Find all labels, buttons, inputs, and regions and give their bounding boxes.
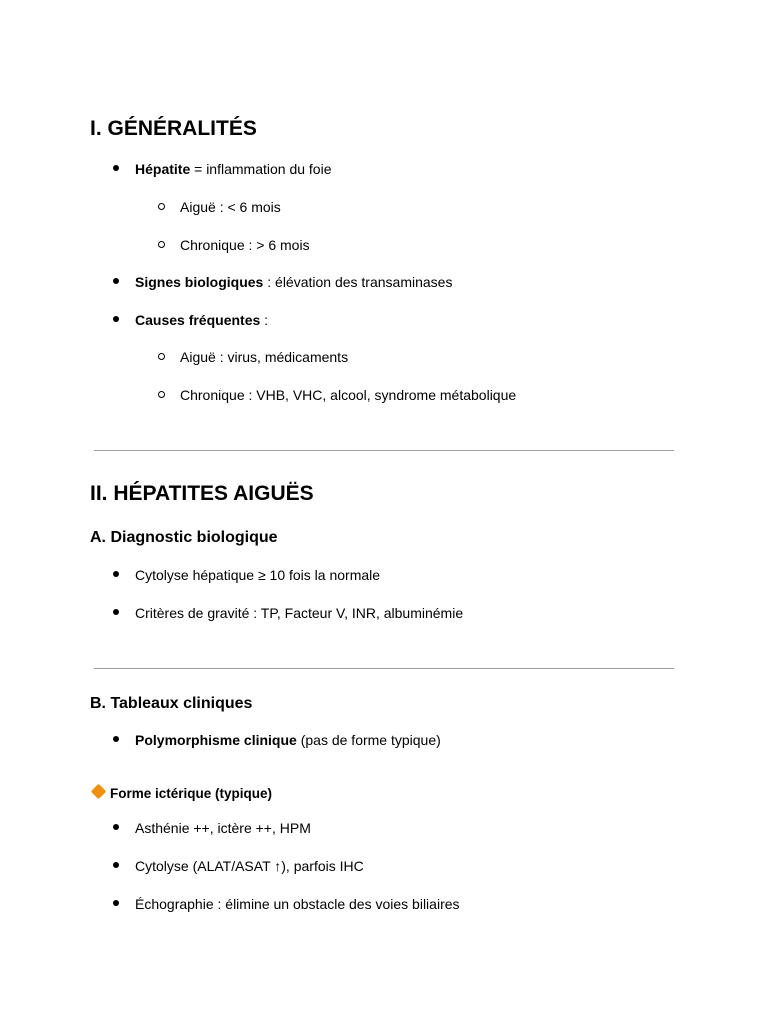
item-text: Aiguë : < 6 mois: [180, 199, 281, 215]
bullet-disc-icon: [113, 160, 119, 178]
bullet-disc-icon: [113, 273, 119, 291]
term-causes-frequentes: Causes fréquentes: [135, 312, 261, 328]
list-item: [135, 604, 463, 622]
list-item: [180, 386, 516, 404]
list-item: [135, 566, 380, 584]
term-hepatite: Hépatite: [135, 161, 191, 177]
item-text: :: [260, 312, 269, 328]
item-text: Cytolyse (ALAT/ASAT ↑), parfois IHC: [135, 858, 364, 874]
bullet-disc-icon: [113, 566, 119, 584]
list-item: [135, 160, 331, 178]
bullet-circle-icon: [158, 236, 165, 254]
horizontal-divider: [94, 668, 674, 669]
bullet-disc-icon: [113, 895, 119, 913]
subheading-forme-icterique: [90, 785, 272, 803]
bullet-disc-icon: [113, 731, 119, 749]
item-text: Asthénie ++, ictère ++, HPM: [135, 820, 311, 836]
list-item: [135, 731, 441, 749]
definition-hepatite: = inflammation du foie: [190, 161, 332, 177]
item-text: Cytolyse hépatique ≥ 10 fois la normale: [135, 567, 381, 583]
list-item: [135, 273, 452, 291]
list-item: [135, 895, 460, 913]
list-item: [135, 311, 268, 329]
orange-diamond-icon: [91, 784, 107, 800]
item-text: Aiguë : virus, médicaments: [180, 349, 349, 365]
bullet-disc-icon: [113, 604, 119, 622]
bullet-disc-icon: [113, 819, 119, 837]
term-polymorphisme: Polymorphisme clinique: [135, 732, 297, 748]
bullet-circle-icon: [158, 386, 165, 404]
subsection-title-diagnostic: A. Diagnostic biologique: [90, 529, 278, 546]
section-title-hepatites-aigues: II. HÉPATITES AIGUËS: [90, 482, 314, 505]
item-text: (pas de forme typique): [296, 732, 441, 748]
list-item: [180, 348, 348, 366]
item-text: Chronique : VHB, VHC, alcool, syndrome métabolique: [180, 387, 517, 403]
item-text: Échographie : élimine un obstacle des voies biliaires: [135, 896, 460, 912]
horizontal-divider: [94, 450, 674, 451]
term-signes-biologiques: Signes biologiques: [135, 274, 264, 290]
bullet-disc-icon: [113, 311, 119, 329]
item-text: Critères de gravité : TP, Facteur V, INR, albuminémie: [135, 605, 464, 621]
bullet-circle-icon: [158, 198, 165, 216]
list-item: [180, 236, 310, 254]
subheading-label: Forme ictérique (typique): [110, 786, 273, 801]
item-text: : élévation des transaminases: [263, 274, 453, 290]
subsection-title-tableaux: B. Tableaux cliniques: [90, 695, 253, 712]
bullet-disc-icon: [113, 857, 119, 875]
bullet-circle-icon: [158, 348, 165, 366]
list-item: [135, 819, 311, 837]
item-text: Chronique : > 6 mois: [180, 237, 310, 253]
list-item: [135, 857, 364, 875]
section-title-generalites: I. GÉNÉRALITÉS: [90, 117, 257, 140]
list-item: [180, 198, 281, 216]
